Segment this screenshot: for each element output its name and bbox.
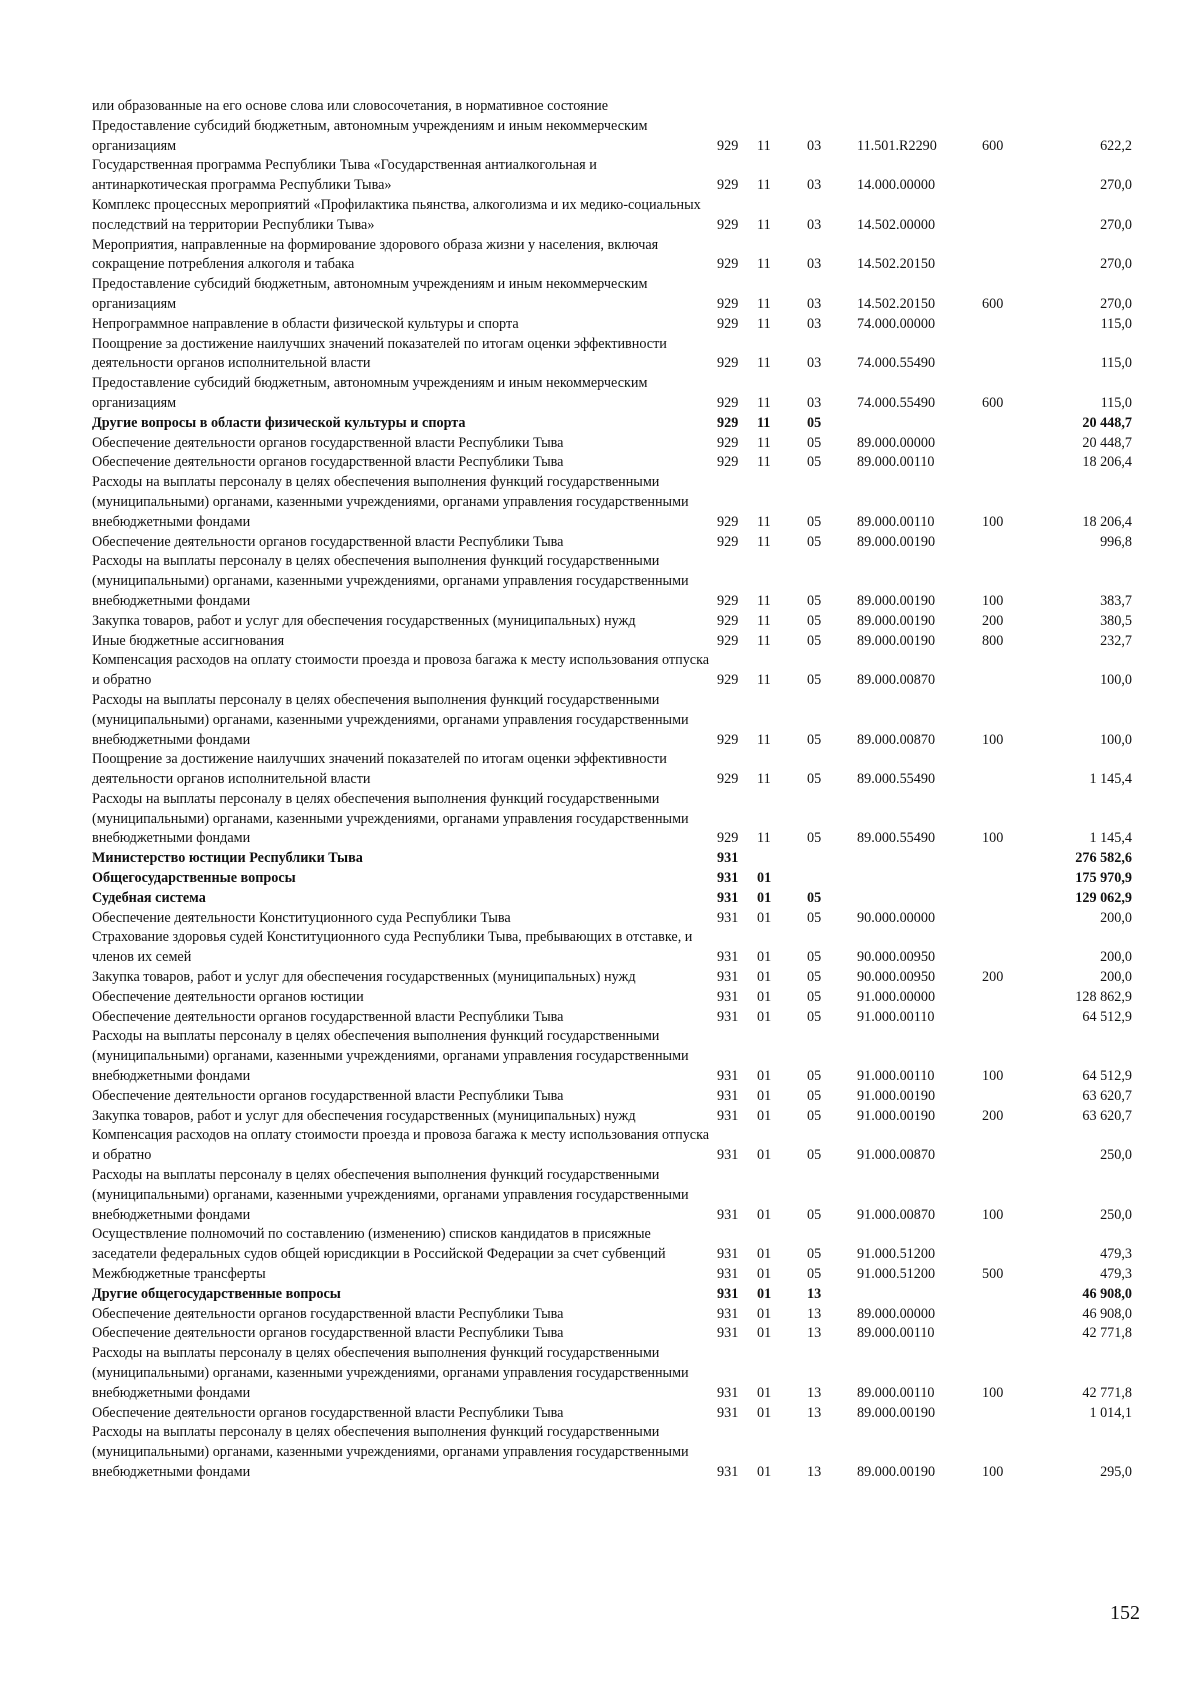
row-section-code: 11 bbox=[757, 612, 771, 629]
row-section-code: 01 bbox=[757, 1068, 772, 1085]
table-row bbox=[92, 453, 1132, 473]
row-subsection-code: 03 bbox=[807, 295, 822, 312]
row-amount: 232,7 bbox=[1100, 632, 1132, 649]
table-row bbox=[92, 117, 1132, 157]
row-ministry-code: 929 bbox=[717, 612, 739, 629]
row-expense-type-code: 100 bbox=[982, 731, 1004, 748]
row-ministry-code: 929 bbox=[717, 454, 739, 471]
row-ministry-code: 931 bbox=[717, 1087, 739, 1104]
table-row bbox=[92, 1423, 1132, 1482]
row-amount: 200,0 bbox=[1100, 949, 1132, 966]
table-row bbox=[92, 335, 1132, 375]
table-row bbox=[92, 1285, 1132, 1305]
row-section-code: 01 bbox=[757, 1285, 772, 1302]
row-target-article-code: 91.000.00110 bbox=[857, 1068, 935, 1085]
row-description: Министерство юстиции Республики Тыва bbox=[92, 850, 363, 867]
row-ministry-code: 931 bbox=[717, 1463, 739, 1480]
row-description: Расходы на выплаты персоналу в целях обеспечения выполнения функций государственными (муниципальными) органами, казенными учреждениями, органами управления государственными внебюджетными фондами bbox=[92, 553, 689, 609]
row-section-code: 11 bbox=[757, 592, 771, 609]
row-amount: 479,3 bbox=[1100, 1246, 1132, 1263]
row-target-article-code: 14.502.20150 bbox=[857, 256, 936, 273]
row-description: Предоставление субсидий бюджетным, автономным учреждениям и иным некоммерческим организациям bbox=[92, 117, 648, 154]
row-ministry-code: 931 bbox=[717, 1325, 739, 1342]
row-section-code: 01 bbox=[757, 1266, 772, 1283]
row-description: Обеспечение деятельности органов государственной власти Республики Тыва bbox=[92, 1404, 564, 1421]
row-subsection-code: 05 bbox=[807, 434, 822, 451]
row-amount: 1 014,1 bbox=[1089, 1404, 1132, 1421]
row-target-article-code: 14.000.00000 bbox=[857, 177, 936, 194]
row-section-code: 11 bbox=[757, 533, 771, 550]
row-subsection-code: 05 bbox=[807, 1107, 822, 1124]
table-row bbox=[92, 1107, 1132, 1127]
row-subsection-code: 05 bbox=[807, 1147, 822, 1164]
row-section-code: 01 bbox=[757, 949, 772, 966]
row-description: Обеспечение деятельности органов государственной власти Республики Тыва bbox=[92, 1087, 564, 1104]
row-amount: 1 145,4 bbox=[1089, 830, 1132, 847]
row-section-code: 11 bbox=[757, 295, 771, 312]
row-ministry-code: 929 bbox=[717, 632, 739, 649]
row-subsection-code: 05 bbox=[807, 1087, 822, 1104]
row-description: Обеспечение деятельности органов юстиции bbox=[92, 988, 364, 1005]
row-subsection-code: 05 bbox=[807, 454, 822, 471]
row-section-code: 01 bbox=[757, 1404, 772, 1421]
row-ministry-code: 931 bbox=[717, 1305, 739, 1322]
row-subsection-code: 05 bbox=[807, 513, 822, 530]
table-row bbox=[92, 414, 1132, 434]
row-subsection-code: 05 bbox=[807, 1266, 822, 1283]
row-description: Расходы на выплаты персоналу в целях обеспечения выполнения функций государственными (муниципальными) органами, казенными учреждениями, органами управления государственными внебюджетными фондами bbox=[92, 1424, 689, 1480]
row-target-article-code: 91.000.51200 bbox=[857, 1266, 936, 1283]
row-target-article-code: 74.000.55490 bbox=[857, 394, 936, 411]
row-target-article-code: 89.000.00190 bbox=[857, 632, 936, 649]
row-description: Государственная программа Республики Тыва «Государственная антиалкогольная и антинаркотическая программа Республики Тыва» bbox=[92, 157, 597, 194]
row-subsection-code: 13 bbox=[807, 1285, 822, 1302]
row-ministry-code: 929 bbox=[717, 414, 739, 431]
row-description: Расходы на выплаты персоналу в целях обеспечения выполнения функций государственными (муниципальными) органами, казенными учреждениями, органами управления государственными внебюджетными фондами bbox=[92, 1345, 689, 1401]
row-ministry-code: 929 bbox=[717, 216, 739, 233]
table-row bbox=[92, 434, 1132, 454]
row-subsection-code: 05 bbox=[807, 632, 822, 649]
row-ministry-code: 929 bbox=[717, 394, 739, 411]
table-row bbox=[92, 632, 1132, 652]
row-target-article-code: 89.000.00190 bbox=[857, 612, 936, 629]
row-ministry-code: 931 bbox=[717, 1384, 739, 1401]
table-row bbox=[92, 1225, 1132, 1265]
row-section-code: 01 bbox=[757, 1305, 772, 1322]
row-section-code: 01 bbox=[757, 1107, 772, 1124]
table-row bbox=[92, 988, 1132, 1008]
row-amount: 46 908,0 bbox=[1082, 1305, 1132, 1322]
row-description: Обеспечение деятельности органов государственной власти Республики Тыва bbox=[92, 1325, 564, 1342]
row-subsection-code: 13 bbox=[807, 1384, 822, 1401]
row-target-article-code: 91.000.00190 bbox=[857, 1087, 936, 1104]
row-description: Страхование здоровья судей Конституционного суда Республики Тыва, пребывающих в отставке, и членов их семей bbox=[92, 929, 693, 966]
row-target-article-code: 89.000.00190 bbox=[857, 1404, 936, 1421]
table-row bbox=[92, 374, 1132, 414]
table-row bbox=[92, 196, 1132, 236]
row-amount: 129 062,9 bbox=[1075, 889, 1132, 906]
row-section-code: 01 bbox=[757, 1325, 772, 1342]
row-description: Другие вопросы в области физической культуры и спорта bbox=[92, 414, 466, 431]
table-row bbox=[92, 889, 1132, 909]
row-description: Комплекс процессных мероприятий «Профилактика пьянства, алкоголизма и их медико-социальных последствий на территории Республики Тыва» bbox=[92, 196, 701, 233]
table-row bbox=[92, 968, 1132, 988]
row-ministry-code: 929 bbox=[717, 177, 739, 194]
row-description: Общегосударственные вопросы bbox=[92, 870, 296, 887]
row-section-code: 11 bbox=[757, 731, 771, 748]
table-row bbox=[92, 1305, 1132, 1325]
row-expense-type-code: 800 bbox=[982, 632, 1004, 649]
row-amount: 622,2 bbox=[1100, 137, 1132, 154]
table-row bbox=[92, 1344, 1132, 1403]
row-ministry-code: 929 bbox=[717, 295, 739, 312]
table-row bbox=[92, 790, 1132, 849]
row-amount: 200,0 bbox=[1100, 909, 1132, 926]
row-ministry-code: 931 bbox=[717, 1206, 739, 1223]
row-ministry-code: 929 bbox=[717, 256, 739, 273]
budget-table bbox=[92, 97, 1132, 1483]
row-description: или образованные на его основе слова или словосочетания, в нормативное состояние bbox=[92, 98, 609, 114]
row-ministry-code: 929 bbox=[717, 355, 739, 372]
row-target-article-code: 89.000.00190 bbox=[857, 592, 936, 609]
row-section-code: 11 bbox=[757, 256, 771, 273]
row-subsection-code: 05 bbox=[807, 830, 822, 847]
row-subsection-code: 05 bbox=[807, 988, 822, 1005]
row-subsection-code: 05 bbox=[807, 1206, 822, 1223]
row-amount: 63 620,7 bbox=[1082, 1087, 1132, 1104]
table-row bbox=[92, 1404, 1132, 1424]
row-amount: 115,0 bbox=[1100, 315, 1132, 332]
table-row bbox=[92, 651, 1132, 691]
row-amount: 20 448,7 bbox=[1082, 414, 1132, 431]
row-section-code: 11 bbox=[757, 632, 771, 649]
row-description: Обеспечение деятельности Конституционного суда Республики Тыва bbox=[92, 909, 511, 926]
row-section-code: 11 bbox=[757, 355, 771, 372]
row-ministry-code: 931 bbox=[717, 1008, 739, 1025]
row-amount: 295,0 bbox=[1100, 1463, 1132, 1480]
row-subsection-code: 05 bbox=[807, 533, 822, 550]
row-description: Обеспечение деятельности органов государственной власти Республики Тыва bbox=[92, 454, 564, 471]
row-amount: 64 512,9 bbox=[1082, 1068, 1132, 1085]
row-description: Закупка товаров, работ и услуг для обеспечения государственных (муниципальных) нужд bbox=[92, 612, 636, 629]
table-row bbox=[92, 928, 1132, 968]
row-ministry-code: 929 bbox=[717, 513, 739, 530]
row-section-code: 11 bbox=[757, 315, 771, 332]
row-target-article-code: 89.000.00000 bbox=[857, 434, 936, 451]
row-amount: 18 206,4 bbox=[1082, 454, 1132, 471]
row-section-code: 11 bbox=[757, 434, 771, 451]
table-row bbox=[92, 1126, 1132, 1166]
row-subsection-code: 03 bbox=[807, 137, 822, 154]
page-number: 152 bbox=[1110, 1602, 1140, 1624]
row-target-article-code: 14.502.00000 bbox=[857, 216, 936, 233]
row-amount: 380,5 bbox=[1100, 612, 1132, 629]
row-description: Мероприятия, направленные на формирование здорового образа жизни у населения, включая сокращение потребления алкоголя и табака bbox=[92, 236, 659, 273]
row-section-code: 01 bbox=[757, 1087, 772, 1104]
row-subsection-code: 05 bbox=[807, 771, 822, 788]
row-ministry-code: 931 bbox=[717, 1068, 739, 1085]
table-row bbox=[92, 1265, 1132, 1285]
table-row bbox=[92, 849, 1132, 869]
row-subsection-code: 03 bbox=[807, 216, 822, 233]
row-ministry-code: 929 bbox=[717, 434, 739, 451]
row-section-code: 01 bbox=[757, 969, 772, 986]
row-target-article-code: 90.000.00950 bbox=[857, 969, 936, 986]
row-section-code: 01 bbox=[757, 1206, 772, 1223]
row-description: Обеспечение деятельности органов государственной власти Республики Тыва bbox=[92, 1008, 564, 1025]
row-description: Поощрение за достижение наилучших значений показателей по итогам оценки эффективности деятельности органов исполнительной власти bbox=[92, 335, 667, 372]
row-description: Иные бюджетные ассигнования bbox=[92, 632, 285, 649]
row-target-article-code: 89.000.00110 bbox=[857, 1384, 935, 1401]
row-target-article-code: 74.000.00000 bbox=[857, 315, 936, 332]
row-section-code: 01 bbox=[757, 1384, 772, 1401]
row-subsection-code: 13 bbox=[807, 1463, 822, 1480]
row-ministry-code: 931 bbox=[717, 1266, 739, 1283]
row-section-code: 11 bbox=[757, 394, 771, 411]
row-expense-type-code: 100 bbox=[982, 513, 1004, 530]
row-amount: 1 145,4 bbox=[1089, 771, 1132, 788]
row-section-code: 01 bbox=[757, 1463, 772, 1480]
row-target-article-code: 89.000.00190 bbox=[857, 533, 936, 550]
row-ministry-code: 931 bbox=[717, 889, 739, 906]
row-subsection-code: 05 bbox=[807, 672, 822, 689]
table-row bbox=[92, 909, 1132, 929]
row-target-article-code: 89.000.00110 bbox=[857, 513, 935, 530]
row-expense-type-code: 200 bbox=[982, 612, 1004, 629]
row-section-code: 11 bbox=[757, 830, 771, 847]
row-subsection-code: 05 bbox=[807, 949, 822, 966]
table-row bbox=[92, 315, 1132, 335]
table-row bbox=[92, 473, 1132, 532]
row-section-code: 01 bbox=[757, 889, 772, 906]
row-expense-type-code: 600 bbox=[982, 295, 1004, 312]
row-amount: 42 771,8 bbox=[1082, 1384, 1132, 1401]
row-ministry-code: 931 bbox=[717, 1404, 739, 1421]
row-amount: 250,0 bbox=[1100, 1206, 1132, 1223]
row-section-code: 11 bbox=[757, 771, 771, 788]
row-expense-type-code: 100 bbox=[982, 1206, 1004, 1223]
row-description: Межбюджетные трансферты bbox=[92, 1266, 266, 1283]
row-subsection-code: 05 bbox=[807, 1068, 822, 1085]
row-amount: 270,0 bbox=[1100, 216, 1132, 233]
row-target-article-code: 91.000.51200 bbox=[857, 1246, 936, 1263]
row-ministry-code: 931 bbox=[717, 1147, 739, 1164]
row-amount: 64 512,9 bbox=[1082, 1008, 1132, 1025]
row-description: Расходы на выплаты персоналу в целях обеспечения выполнения функций государственными (муниципальными) органами, казенными учреждениями, органами управления государственными внебюджетными фондами bbox=[92, 474, 689, 530]
row-description: Расходы на выплаты персоналу в целях обеспечения выполнения функций государственными (муниципальными) органами, казенными учреждениями, органами управления государственными внебюджетными фондами bbox=[92, 691, 689, 748]
row-amount: 200,0 bbox=[1100, 969, 1132, 986]
row-target-article-code: 89.000.00000 bbox=[857, 1305, 936, 1322]
row-subsection-code: 03 bbox=[807, 177, 822, 194]
row-section-code: 11 bbox=[757, 414, 771, 431]
row-section-code: 01 bbox=[757, 1008, 772, 1025]
row-subsection-code: 03 bbox=[807, 394, 822, 411]
row-expense-type-code: 100 bbox=[982, 1068, 1004, 1085]
table-row bbox=[92, 156, 1132, 196]
table-row bbox=[92, 1087, 1132, 1107]
row-ministry-code: 931 bbox=[717, 949, 739, 966]
row-expense-type-code: 600 bbox=[982, 394, 1004, 411]
table-row bbox=[92, 533, 1132, 553]
table-row bbox=[92, 97, 1132, 117]
row-description: Обеспечение деятельности органов государственной власти Республики Тыва bbox=[92, 533, 564, 550]
row-ministry-code: 929 bbox=[717, 315, 739, 332]
row-amount: 115,0 bbox=[1100, 355, 1132, 372]
row-subsection-code: 03 bbox=[807, 315, 822, 332]
row-ministry-code: 931 bbox=[717, 988, 739, 1005]
row-amount: 250,0 bbox=[1100, 1147, 1132, 1164]
row-section-code: 11 bbox=[757, 672, 771, 689]
row-expense-type-code: 200 bbox=[982, 1107, 1004, 1124]
row-ministry-code: 929 bbox=[717, 672, 739, 689]
row-subsection-code: 03 bbox=[807, 256, 822, 273]
row-amount: 175 970,9 bbox=[1075, 870, 1132, 887]
row-subsection-code: 13 bbox=[807, 1325, 822, 1342]
table-row bbox=[92, 1027, 1132, 1086]
row-target-article-code: 91.000.00110 bbox=[857, 1008, 935, 1025]
table-row bbox=[92, 552, 1132, 611]
row-amount: 270,0 bbox=[1100, 295, 1132, 312]
row-target-article-code: 89.000.00110 bbox=[857, 1325, 935, 1342]
row-ministry-code: 929 bbox=[717, 830, 739, 847]
row-expense-type-code: 500 bbox=[982, 1266, 1004, 1283]
row-subsection-code: 05 bbox=[807, 414, 822, 431]
row-subsection-code: 13 bbox=[807, 1404, 822, 1421]
row-section-code: 01 bbox=[757, 1246, 772, 1263]
row-target-article-code: 89.000.00110 bbox=[857, 454, 935, 471]
row-ministry-code: 931 bbox=[717, 909, 739, 926]
row-amount: 270,0 bbox=[1100, 177, 1132, 194]
row-description: Непрограммное направление в области физической культуры и спорта bbox=[92, 315, 519, 332]
row-ministry-code: 929 bbox=[717, 592, 739, 609]
table-row bbox=[92, 1008, 1132, 1028]
row-section-code: 11 bbox=[757, 454, 771, 471]
row-ministry-code: 929 bbox=[717, 533, 739, 550]
row-expense-type-code: 200 bbox=[982, 969, 1004, 986]
row-description: Предоставление субсидий бюджетным, автономным учреждениям и иным некоммерческим организациям bbox=[92, 375, 648, 411]
row-expense-type-code: 100 bbox=[982, 592, 1004, 609]
row-expense-type-code: 100 bbox=[982, 1384, 1004, 1401]
row-target-article-code: 74.000.55490 bbox=[857, 355, 936, 372]
row-target-article-code: 91.000.00190 bbox=[857, 1107, 936, 1124]
table-row bbox=[92, 612, 1132, 632]
table-row bbox=[92, 1324, 1132, 1344]
row-amount: 42 771,8 bbox=[1082, 1325, 1132, 1342]
row-description: Другие общегосударственные вопросы bbox=[92, 1285, 341, 1302]
row-amount: 63 620,7 bbox=[1082, 1107, 1132, 1124]
row-subsection-code: 03 bbox=[807, 355, 822, 372]
row-section-code: 11 bbox=[757, 513, 771, 530]
row-target-article-code: 11.501.R2290 bbox=[857, 137, 937, 154]
row-amount: 18 206,4 bbox=[1082, 513, 1132, 530]
row-description: Обеспечение деятельности органов государственной власти Республики Тыва bbox=[92, 434, 564, 451]
row-section-code: 11 bbox=[757, 216, 771, 233]
row-target-article-code: 89.000.00870 bbox=[857, 731, 936, 748]
row-subsection-code: 05 bbox=[807, 612, 822, 629]
row-amount: 128 862,9 bbox=[1075, 988, 1132, 1005]
row-subsection-code: 05 bbox=[807, 592, 822, 609]
table-row bbox=[92, 275, 1132, 315]
row-description: Осуществление полномочий по составлению (изменению) списков кандидатов в присяжные заседатели федеральных судов общей юрисдикции в Российской Федерации за счет субвенций bbox=[92, 1226, 666, 1263]
row-amount: 996,8 bbox=[1100, 533, 1132, 550]
row-section-code: 01 bbox=[757, 1147, 772, 1164]
table-row bbox=[92, 750, 1132, 790]
row-ministry-code: 929 bbox=[717, 137, 739, 154]
row-description: Закупка товаров, работ и услуг для обеспечения государственных (муниципальных) нужд bbox=[92, 1107, 636, 1124]
row-amount: 20 448,7 bbox=[1082, 434, 1132, 451]
row-amount: 479,3 bbox=[1100, 1266, 1132, 1283]
row-description: Расходы на выплаты персоналу в целях обеспечения выполнения функций государственными (муниципальными) органами, казенными учреждениями, органами управления государственными внебюджетными фондами bbox=[92, 1028, 689, 1085]
row-description: Расходы на выплаты персоналу в целях обеспечения выполнения функций государственными (муниципальными) органами, казенными учреждениями, органами управления государственными внебюджетными фондами bbox=[92, 1167, 689, 1223]
row-target-article-code: 90.000.00000 bbox=[857, 909, 936, 926]
row-subsection-code: 05 bbox=[807, 909, 822, 926]
row-description: Предоставление субсидий бюджетным, автономным учреждениям и иным некоммерческим организациям bbox=[92, 276, 648, 312]
row-ministry-code: 929 bbox=[717, 731, 739, 748]
row-amount: 100,0 bbox=[1100, 731, 1132, 748]
row-amount: 383,7 bbox=[1100, 592, 1132, 609]
row-amount: 100,0 bbox=[1100, 672, 1132, 689]
row-description: Поощрение за достижение наилучших значений показателей по итогам оценки эффективности деятельности органов исполнительной власти bbox=[92, 751, 667, 788]
row-target-article-code: 89.000.55490 bbox=[857, 771, 936, 788]
row-section-code: 01 bbox=[757, 909, 772, 926]
row-ministry-code: 931 bbox=[717, 850, 739, 867]
table-row bbox=[92, 236, 1132, 276]
row-description: Закупка товаров, работ и услуг для обеспечения государственных (муниципальных) нужд bbox=[92, 969, 636, 986]
row-target-article-code: 89.000.55490 bbox=[857, 830, 936, 847]
row-section-code: 11 bbox=[757, 137, 771, 154]
row-ministry-code: 931 bbox=[717, 1107, 739, 1124]
table-row bbox=[92, 1166, 1132, 1225]
row-subsection-code: 05 bbox=[807, 969, 822, 986]
row-subsection-code: 05 bbox=[807, 1246, 822, 1263]
row-expense-type-code: 100 bbox=[982, 830, 1004, 847]
row-target-article-code: 90.000.00950 bbox=[857, 949, 936, 966]
row-amount: 115,0 bbox=[1100, 394, 1132, 411]
row-description: Расходы на выплаты персоналу в целях обеспечения выполнения функций государственными (муниципальными) органами, казенными учреждениями, органами управления государственными внебюджетными фондами bbox=[92, 790, 689, 847]
row-amount: 270,0 bbox=[1100, 256, 1132, 273]
row-ministry-code: 931 bbox=[717, 1285, 739, 1302]
row-section-code: 01 bbox=[757, 870, 772, 887]
row-description: Судебная система bbox=[92, 889, 206, 906]
row-expense-type-code: 600 bbox=[982, 137, 1004, 154]
row-amount: 46 908,0 bbox=[1082, 1285, 1132, 1302]
row-expense-type-code: 100 bbox=[982, 1463, 1004, 1480]
row-target-article-code: 14.502.20150 bbox=[857, 295, 936, 312]
row-subsection-code: 05 bbox=[807, 889, 822, 906]
row-target-article-code: 89.000.00190 bbox=[857, 1463, 936, 1480]
row-target-article-code: 91.000.00000 bbox=[857, 988, 936, 1005]
row-description: Компенсация расходов на оплату стоимости проезда и провоза багажа к месту использования отпуска и обратно bbox=[92, 652, 710, 689]
row-ministry-code: 931 bbox=[717, 969, 739, 986]
row-target-article-code: 91.000.00870 bbox=[857, 1206, 936, 1223]
row-subsection-code: 05 bbox=[807, 1008, 822, 1025]
row-ministry-code: 931 bbox=[717, 1246, 739, 1263]
row-ministry-code: 931 bbox=[717, 870, 739, 887]
row-amount: 276 582,6 bbox=[1075, 850, 1132, 867]
row-subsection-code: 05 bbox=[807, 731, 822, 748]
table-row bbox=[92, 869, 1132, 889]
row-target-article-code: 91.000.00870 bbox=[857, 1147, 936, 1164]
row-description: Компенсация расходов на оплату стоимости проезда и провоза багажа к месту использования отпуска и обратно bbox=[92, 1127, 710, 1164]
row-section-code: 01 bbox=[757, 988, 772, 1005]
row-description: Обеспечение деятельности органов государственной власти Республики Тыва bbox=[92, 1305, 564, 1322]
table-row bbox=[92, 691, 1132, 750]
row-target-article-code: 89.000.00870 bbox=[857, 672, 936, 689]
row-subsection-code: 13 bbox=[807, 1305, 822, 1322]
row-section-code: 11 bbox=[757, 177, 771, 194]
row-ministry-code: 929 bbox=[717, 771, 739, 788]
